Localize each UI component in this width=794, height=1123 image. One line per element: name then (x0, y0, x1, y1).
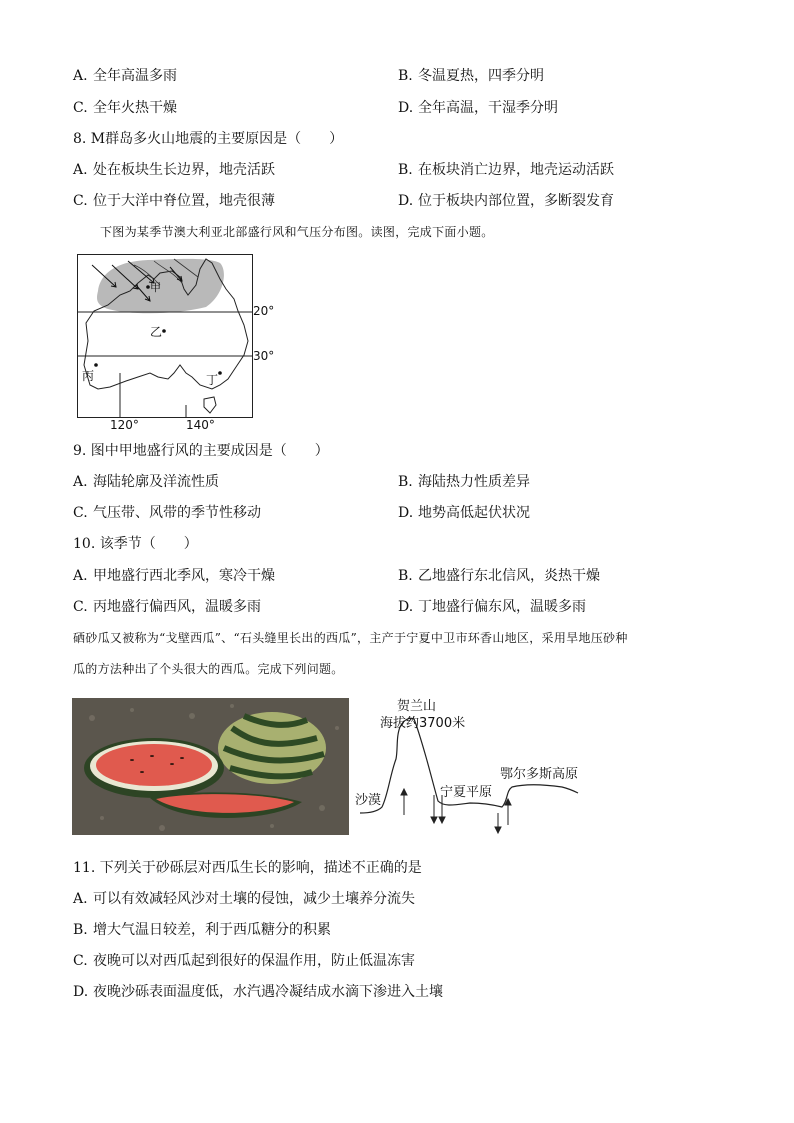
q7-option-row (0, 64, 794, 88)
label-jia: 甲 (150, 281, 161, 294)
tasmania-outline (204, 397, 216, 413)
cut-watermelon-flesh (96, 744, 212, 786)
watermelon-intro-line2: 瓜的方法种出了个头很大的西瓜。完成下列问题。 (73, 662, 344, 676)
latitude-label-20: 20° (253, 304, 275, 318)
q10-option-c[interactable]: C. 丙地盛行偏西风，温暖多雨 (73, 599, 261, 615)
q8-option-a[interactable]: A. 处在板块生长边界，地壳活跃 (73, 162, 275, 178)
label-elevation: 海拔约3700米 (380, 716, 466, 731)
q8-option-b[interactable]: B. 在板块消亡边界，地壳运动活跃 (398, 162, 614, 178)
q10-option-row (0, 595, 794, 619)
label-ding: 丁 (206, 373, 219, 387)
q8-option-row (0, 158, 794, 182)
q9-option-c[interactable]: C. 气压带、风带的季节性移动 (73, 505, 261, 521)
label-bing: 丙 (82, 369, 95, 383)
q9-option-row (0, 501, 794, 525)
label-helan-mountain: 贺兰山 (397, 699, 437, 714)
q10-option-b[interactable]: B. 乙地盛行东北信风，炎热干燥 (398, 568, 600, 584)
q11-option-a[interactable]: A. 可以有效减轻风沙对土壤的侵蚀，减少土壤养分流失 (73, 891, 415, 907)
australia-map-svg (78, 255, 252, 417)
watermelon-photo-svg (72, 698, 349, 835)
q10-stem: 10. 该季节（ ） (73, 536, 198, 552)
q9-option-b[interactable]: B. 海陆热力性质差异 (398, 474, 530, 490)
q11-stem: 11. 下列关于砂砾层对西瓜生长的影响，描述不正确的是 (73, 860, 422, 876)
longitude-label-140: 140° (186, 418, 215, 432)
point-bing (94, 363, 98, 367)
q9-option-d[interactable]: D. 地势高低起伏状况 (398, 505, 530, 521)
q10-option-row (0, 564, 794, 588)
label-ordos-plateau: 鄂尔多斯高原 (500, 767, 579, 782)
q9-stem: 9. 图中甲地盛行风的主要成因是（ ） (73, 443, 329, 459)
point-ding (218, 371, 222, 375)
watermelon-intro-line1: 硒砂瓜又被称为“戈壁西瓜”、“石头缝里长出的西瓜”，主产于宁夏中卫市环香山地区，采用旱地压砂种 (73, 631, 628, 645)
q7-option-row (0, 96, 794, 120)
q10-option-d[interactable]: D. 丁地盛行偏东风，温暖多雨 (398, 599, 586, 615)
point-yi (162, 329, 166, 333)
q11-option-b[interactable]: B. 增大气温日较差，利于西瓜糖分的积累 (73, 922, 331, 938)
label-yi: 乙 (150, 325, 163, 339)
q7-option-b[interactable]: B. 冬温夏热，四季分明 (398, 68, 544, 84)
q9-option-row (0, 470, 794, 494)
q10-option-a[interactable]: A. 甲地盛行西北季风，寒冷干燥 (73, 568, 275, 584)
q7-option-d[interactable]: D. 全年高温，干湿季分明 (398, 100, 558, 116)
q8-stem: 8. M群岛多火山地震的主要原因是（ ） (73, 131, 344, 147)
q8-option-d[interactable]: D. 位于板块内部位置，多断裂发育 (398, 193, 614, 209)
q11-option-c[interactable]: C. 夜晚可以对西瓜起到很好的保温作用，防止低温冻害 (73, 953, 415, 969)
q7-option-a[interactable]: A. 全年高温多雨 (73, 68, 177, 84)
australia-intro: 下图为某季节澳大利亚北部盛行风和气压分布图。读图，完成下面小题。 (100, 225, 494, 239)
q8-option-c[interactable]: C. 位于大洋中脊位置，地壳很薄 (73, 193, 275, 209)
watermelon-photo (72, 698, 349, 835)
australia-wind-pressure-map (77, 254, 253, 418)
label-ningxia-plain: 宁夏平原 (440, 785, 493, 800)
label-desert: 沙漠 (355, 793, 382, 808)
q9-option-a[interactable]: A. 海陆轮廓及洋流性质 (73, 474, 219, 490)
q11-option-d[interactable]: D. 夜晚沙砾表面温度低，水汽遇冷凝结成水滴下渗进入土壤 (73, 984, 443, 1000)
helan-mountain-profile-diagram (352, 695, 592, 840)
q8-option-row (0, 189, 794, 213)
longitude-label-120: 120° (110, 418, 139, 432)
q7-option-c[interactable]: C. 全年火热干燥 (73, 100, 177, 116)
latitude-label-30: 30° (253, 349, 275, 363)
